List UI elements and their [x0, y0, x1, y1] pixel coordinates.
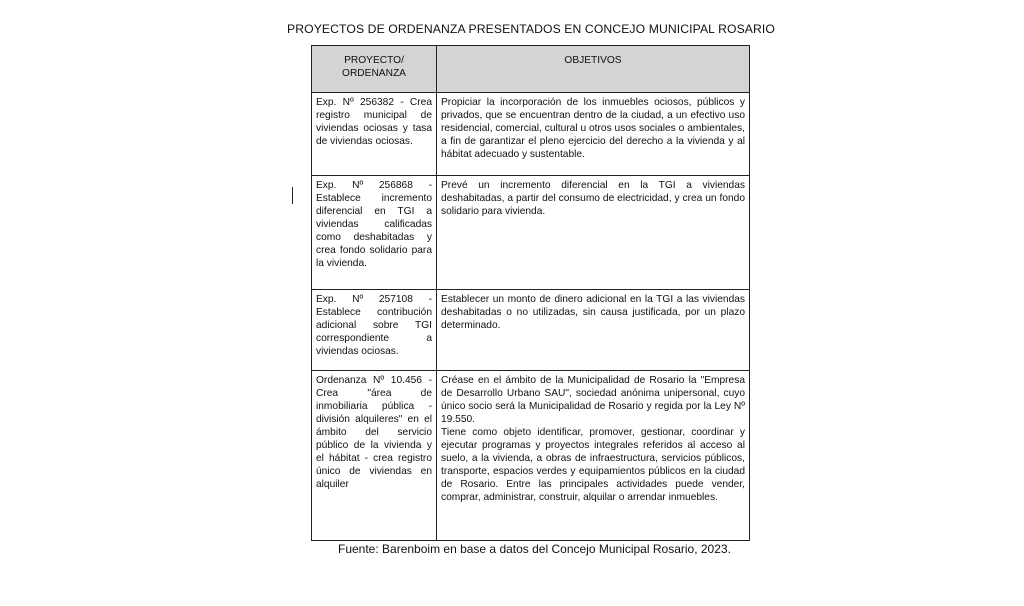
document-title: PROYECTOS DE ORDENANZA PRESENTADOS EN CONCEJO MUNICIPAL ROSARIO [286, 22, 775, 36]
project-cell: Exp. Nº 256382 - Crea registro municipal de viviendas ociosas y tasa de viviendas ociosas. [312, 93, 437, 176]
objective-cell [437, 371, 750, 541]
text-cursor [292, 187, 293, 204]
table-row [312, 290, 750, 371]
table-header-row [312, 46, 750, 93]
objective-cell: Establecer un monto de dinero adicional en la TGI a las viviendas deshabitadas o no utilizadas, sin causa justificada, por un plazo determinado. [437, 290, 750, 371]
header-project-line1: PROYECTO/ [344, 55, 404, 66]
objective-paragraph-1: Créase en el ámbito de la Municipalidad de Rosario la "Empresa de Desarrollo Urbano SAU", sociedad anónima unipersonal, cuyo único socio será la Municipalidad de Rosario y regida por la Ley Nº 19.550. [441, 375, 745, 425]
table-row [312, 176, 750, 290]
source-note: Fuente: Barenboim en base a datos del Concejo Municipal Rosario, 2023. [338, 542, 731, 556]
table-row [312, 93, 750, 176]
objective-cell: Propiciar la incorporación de los inmuebles ociosos, públicos y privados, que se encuentran dentro de la ciudad, a un efectivo uso residencial, comercial, cultural u otros usos sociales o ambientales, a fin de garantizar el pleno ejercicio del derecho a la vivienda y al hábitat adecuado y sustentable. [437, 93, 750, 176]
header-objectives: OBJETIVOS [437, 46, 750, 93]
objective-paragraph-2: Tiene como objeto identificar, promover, gestionar, coordinar y ejecutar programas y proyectos integrales referidos al acceso al suelo, a la vivienda, a obras de infraestructura, servicios públicos, transporte, espacios verdes y equipamientos públicos en la ciudad de Rosario. Entre las principales actividades puede vender, comprar, administrar, construir, alquilar o arrendar inmuebles. [441, 427, 745, 503]
header-project [312, 46, 437, 93]
objective-cell: Prevé un incremento diferencial en la TGI a viviendas deshabitadas, a partir del consumo de electricidad, y crea un fondo solidario para vivienda. [437, 176, 750, 290]
project-cell: Exp. Nº 257108 - Establece contribución adicional sobre TGI correspondiente a viviendas ociosas. [312, 290, 437, 371]
header-project-line2: ORDENANZA [342, 68, 406, 79]
ordinance-projects-table [311, 45, 750, 541]
table-row [312, 371, 750, 541]
project-cell: Ordenanza Nº 10.456 - Crea "área de inmobiliaria pública - división alquileres" en el ámbito del servicio público de la vivienda y el hábitat - crea registro único de viviendas en alquiler [312, 371, 437, 541]
project-cell: Exp. Nº 256868 - Establece incremento diferencial en TGI a viviendas calificadas como deshabitadas y crea fondo solidario para la vivienda. [312, 176, 437, 290]
